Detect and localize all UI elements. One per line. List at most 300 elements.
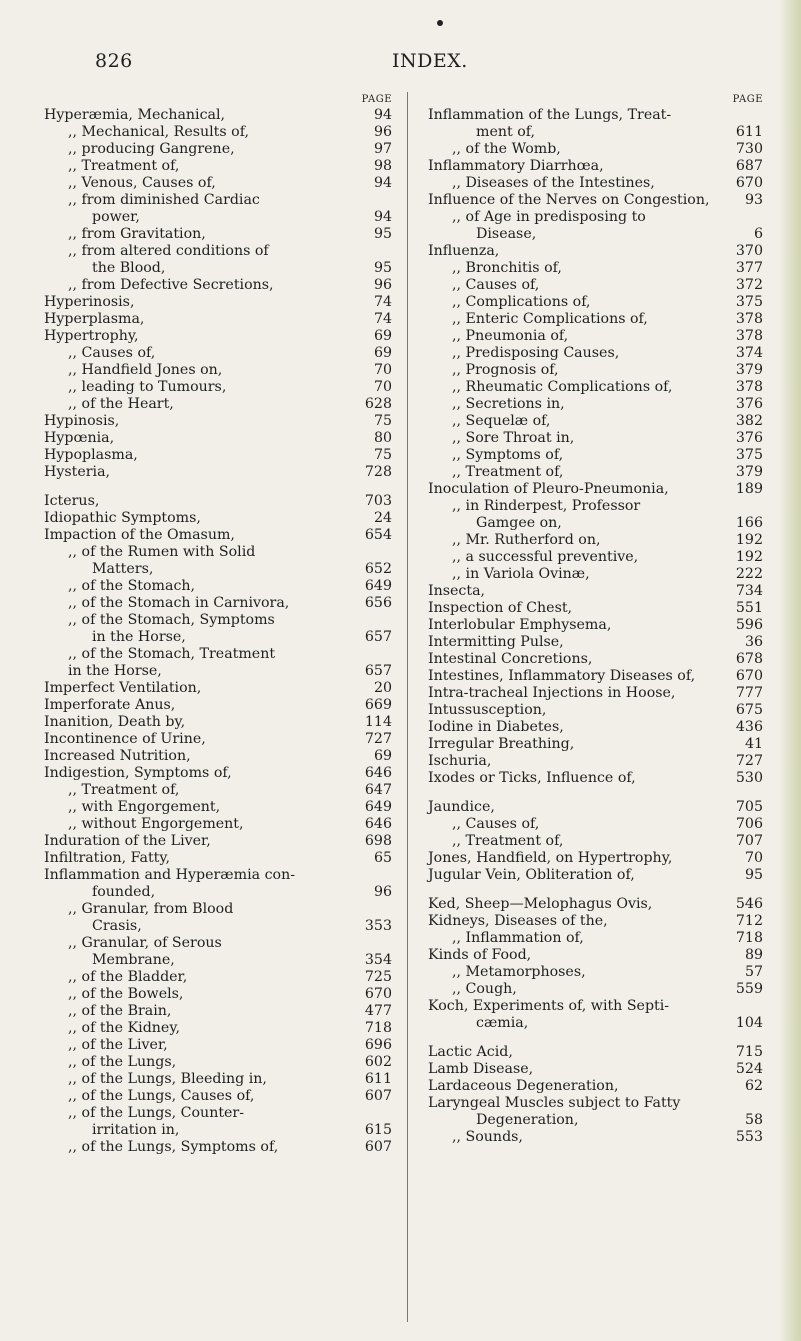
entry-text: Inoculation of Pleuro-Pneumonia, (428, 481, 669, 497)
entry-text: ,, Enteric Complications of, (452, 311, 648, 327)
index-entry (428, 816, 763, 833)
entry-text: ,, Sore Throat in, (452, 430, 575, 446)
entry-text: Influence of the Nerves on Congestion, (428, 192, 710, 208)
index-entry (428, 1015, 763, 1032)
entry-text: ,, from Gravitation, (68, 226, 206, 242)
entry-page-number: 69 (373, 345, 392, 361)
entry-text: Inflammation and Hyperæmia con- (44, 867, 296, 883)
index-entry (44, 430, 392, 447)
index-entry (44, 850, 392, 867)
entry-text: Hypœnia, (44, 430, 115, 446)
entry-text: ,, of the Stomach, (68, 578, 196, 594)
entry-page-number: 669 (364, 697, 392, 713)
index-entry (428, 634, 763, 651)
index-entry (44, 918, 392, 935)
index-entry (428, 515, 763, 532)
entry-page-number: 6 (753, 226, 763, 242)
index-entry (428, 481, 763, 498)
index-entry (44, 493, 392, 510)
entry-text: ,, of the Rumen with Solid (68, 544, 256, 560)
entry-text: ,, of the Brain, (68, 1003, 172, 1019)
index-entry (428, 617, 763, 634)
section-gap (428, 884, 763, 896)
entry-text: ,, Granular, from Blood (68, 901, 234, 917)
entry-page-number: 607 (364, 1139, 392, 1155)
entry-text: Hypoplasma, (44, 447, 138, 463)
entry-text: Impaction of the Omasum, (44, 527, 235, 543)
index-entry (44, 260, 392, 277)
entry-page-number: 36 (744, 634, 763, 650)
index-entry (428, 833, 763, 850)
index-entry (428, 141, 763, 158)
entry-text: ment of, (476, 124, 535, 140)
entry-text: Lardaceous Degeneration, (428, 1078, 619, 1094)
entry-text: ,, of Age in predisposing to (452, 209, 646, 225)
entry-text: Insecta, (428, 583, 486, 599)
entry-page-number: 94 (373, 209, 392, 225)
entry-page-number: 354 (364, 952, 392, 968)
entry-text: ,, Treatment of, (68, 782, 180, 798)
entry-text: in the Horse, (68, 663, 162, 679)
index-entry (428, 896, 763, 913)
entry-text: Intra-tracheal Injections in Hoose, (428, 685, 676, 701)
entry-page-number: 734 (735, 583, 763, 599)
entry-text: Interlobular Emphysema, (428, 617, 612, 633)
entry-page-number: 703 (364, 493, 392, 509)
index-entry (44, 1088, 392, 1105)
entry-page-number: 607 (364, 1088, 392, 1104)
index-entry (44, 782, 392, 799)
index-entry (428, 998, 763, 1015)
entry-page-number: 96 (373, 277, 392, 293)
entry-page-number: 70 (373, 379, 392, 395)
entry-text: ,, Complications of, (452, 294, 591, 310)
entry-page-number: 596 (735, 617, 763, 633)
entry-page-number: 628 (364, 396, 392, 412)
entry-text: Kidneys, Diseases of the, (428, 913, 608, 929)
entry-text: Induration of the Liver, (44, 833, 211, 849)
index-entry (428, 1129, 763, 1146)
entry-page-number: 718 (735, 930, 763, 946)
entry-page-number: 376 (735, 430, 763, 446)
entry-page-number: 675 (735, 702, 763, 718)
index-entry (44, 413, 392, 430)
entry-page-number: 727 (735, 753, 763, 769)
entry-text: power, (92, 209, 140, 225)
entry-page-number: 58 (744, 1112, 763, 1128)
entry-page-number: 20 (373, 680, 392, 696)
entry-text: Irregular Breathing, (428, 736, 575, 752)
entry-page-number: 670 (364, 986, 392, 1002)
entry-text: Infiltration, Fatty, (44, 850, 171, 866)
entry-page-number: 189 (735, 481, 763, 497)
entry-page-number: 166 (735, 515, 763, 531)
entry-page-number: 670 (735, 668, 763, 684)
index-entry (428, 1095, 763, 1112)
index-entry (44, 867, 392, 884)
index-entry (44, 124, 392, 141)
entry-text: ,, Venous, Causes of, (68, 175, 216, 191)
index-entry (428, 226, 763, 243)
index-entry (428, 566, 763, 583)
index-entry (428, 243, 763, 260)
entry-page-number: 559 (735, 981, 763, 997)
index-entry (44, 464, 392, 481)
entry-text: ,, Bronchitis of, (452, 260, 562, 276)
index-entry (44, 175, 392, 192)
index-entry (428, 753, 763, 770)
entry-page-number: 70 (744, 850, 763, 866)
entry-text: Ixodes or Ticks, Influence of, (428, 770, 636, 786)
index-entry (44, 986, 392, 1003)
entry-page-number: 372 (735, 277, 763, 293)
entry-page-number: 656 (364, 595, 392, 611)
entry-page-number: 57 (744, 964, 763, 980)
entry-text: Matters, (92, 561, 154, 577)
entry-text: ,, from altered conditions of (68, 243, 269, 259)
index-entry (44, 884, 392, 901)
entry-text: ,, Prognosis of, (452, 362, 559, 378)
entry-page-number: 378 (735, 311, 763, 327)
index-entry (428, 294, 763, 311)
entry-page-number: 94 (373, 175, 392, 191)
entry-text: ,, of the Womb, (452, 141, 561, 157)
entry-text: ,, from Defective Secretions, (68, 277, 274, 293)
index-entry (44, 1003, 392, 1020)
entry-page-number: 647 (364, 782, 392, 798)
entry-text: ,, of the Heart, (68, 396, 174, 412)
index-entry (44, 680, 392, 697)
entry-text: ,, of the Lungs, Counter- (68, 1105, 244, 1121)
entry-text: ,, Mr. Rutherford on, (452, 532, 601, 548)
entry-text: Hypertrophy, (44, 328, 139, 344)
entry-page-number: 97 (373, 141, 392, 157)
entry-page-number: 706 (735, 816, 763, 832)
index-entry (428, 277, 763, 294)
index-entry (428, 981, 763, 998)
entry-page-number: 524 (735, 1061, 763, 1077)
entry-page-number: 96 (373, 124, 392, 140)
entry-text: Jugular Vein, Obliteration of, (428, 867, 635, 883)
entry-text: Imperfect Ventilation, (44, 680, 202, 696)
entry-page-number: 95 (373, 260, 392, 276)
entry-text: ,, Rheumatic Complications of, (452, 379, 673, 395)
index-entry (428, 1078, 763, 1095)
entry-text: ,, Mechanical, Results of, (68, 124, 249, 140)
entry-page-number: 696 (364, 1037, 392, 1053)
entry-text: ,, Granular, of Serous (68, 935, 222, 951)
entry-page-number: 712 (735, 913, 763, 929)
section-gap (428, 1032, 763, 1044)
page-number: 826 (95, 50, 133, 72)
entry-page-number: 370 (735, 243, 763, 259)
index-entry (428, 719, 763, 736)
entry-page-number: 611 (364, 1071, 392, 1087)
index-entry (428, 736, 763, 753)
index-entry (44, 816, 392, 833)
entry-page-number: 649 (364, 578, 392, 594)
index-entry (428, 413, 763, 430)
index-entry (44, 1139, 392, 1156)
index-entry (428, 430, 763, 447)
entry-page-number: 725 (364, 969, 392, 985)
index-entry (428, 964, 763, 981)
entry-text: Degeneration, (476, 1112, 579, 1128)
index-entry (428, 158, 763, 175)
entry-text: Incontinence of Urine, (44, 731, 206, 747)
entry-text: ,, of the Kidney, (68, 1020, 180, 1036)
entry-text: ,, Treatment of, (68, 158, 180, 174)
entry-page-number: 657 (364, 629, 392, 645)
entry-text: ,, Causes of, (452, 277, 540, 293)
index-entry (428, 192, 763, 209)
index-entry (44, 765, 392, 782)
entry-page-number: 378 (735, 379, 763, 395)
entry-page-number: 98 (373, 158, 392, 174)
entry-page-number: 602 (364, 1054, 392, 1070)
index-entry (44, 510, 392, 527)
index-entry (428, 583, 763, 600)
index-entry (428, 947, 763, 964)
index-entry (44, 714, 392, 731)
entry-text: ,, from diminished Cardiac (68, 192, 260, 208)
entry-text: Increased Nutrition, (44, 748, 191, 764)
entry-page-number: 89 (744, 947, 763, 963)
printing-dot (437, 20, 443, 26)
index-entry (428, 107, 763, 124)
entry-page-number: 94 (373, 107, 392, 123)
entry-page-number: 715 (735, 1044, 763, 1060)
index-entry (428, 668, 763, 685)
entry-text: Inflammation of the Lungs, Treat- (428, 107, 672, 123)
index-entry (44, 294, 392, 311)
entry-text: Hyperæmia, Mechanical, (44, 107, 226, 123)
entry-text: ,, without Engorgement, (68, 816, 244, 832)
index-entry (428, 396, 763, 413)
entry-page-number: 69 (373, 748, 392, 764)
index-entry (428, 447, 763, 464)
index-entry (44, 663, 392, 680)
index-entry (44, 328, 392, 345)
page-title: INDEX. (392, 50, 468, 72)
entry-text: ,, with Engorgement, (68, 799, 221, 815)
entry-text: Inanition, Death by, (44, 714, 186, 730)
entry-text: Ked, Sheep—Melophagus Ovis, (428, 896, 653, 912)
index-entry (44, 209, 392, 226)
entry-text: Laryngeal Muscles subject to Fatty (428, 1095, 681, 1111)
entry-page-number: 551 (735, 600, 763, 616)
index-entry (428, 770, 763, 787)
entry-text: the Blood, (92, 260, 166, 276)
entry-page-number: 192 (735, 532, 763, 548)
entry-text: ,, Causes of, (68, 345, 156, 361)
entry-text: Icterus, (44, 493, 100, 509)
entry-page-number: 546 (735, 896, 763, 912)
index-entry (44, 833, 392, 850)
entry-text: Iodine in Diabetes, (428, 719, 564, 735)
index-entry (44, 158, 392, 175)
entry-page-number: 222 (735, 566, 763, 582)
entry-text: Gamgee on, (476, 515, 562, 531)
entry-page-number: 718 (364, 1020, 392, 1036)
index-entry (428, 702, 763, 719)
entry-page-number: 687 (735, 158, 763, 174)
entry-page-number: 74 (373, 294, 392, 310)
entry-text: irritation in, (92, 1122, 180, 1138)
entry-page-number: 95 (373, 226, 392, 242)
entry-page-number: 553 (735, 1129, 763, 1145)
entry-text: Imperforate Anus, (44, 697, 176, 713)
index-entry (44, 952, 392, 969)
index-entry (44, 1037, 392, 1054)
index-entry (44, 935, 392, 952)
index-entry (44, 748, 392, 765)
entry-page-number: 377 (735, 260, 763, 276)
entry-page-number: 69 (373, 328, 392, 344)
entry-text: ,, Sounds, (452, 1129, 523, 1145)
entry-page-number: 375 (735, 447, 763, 463)
index-entry (428, 464, 763, 481)
index-entry (428, 124, 763, 141)
entry-text: ,, of the Lungs, Bleeding in, (68, 1071, 267, 1087)
entry-page-number: 376 (735, 396, 763, 412)
entry-text: ,, of the Bladder, (68, 969, 188, 985)
entry-page-number: 74 (373, 311, 392, 327)
section-gap (428, 787, 763, 799)
index-entry (44, 141, 392, 158)
entry-page-number: 707 (735, 833, 763, 849)
index-entry (44, 595, 392, 612)
index-entry (44, 1071, 392, 1088)
index-entry (428, 1112, 763, 1129)
index-entry (428, 498, 763, 515)
entry-text: ,, Inflammation of, (452, 930, 584, 946)
index-entry (44, 969, 392, 986)
entry-text: Hyperplasma, (44, 311, 145, 327)
entry-page-number: 95 (744, 867, 763, 883)
entry-page-number: 678 (735, 651, 763, 667)
entry-page-number: 192 (735, 549, 763, 565)
entry-text: Intussusception, (428, 702, 547, 718)
entry-text: Idiopathic Symptoms, (44, 510, 201, 526)
entry-text: Indigestion, Symptoms of, (44, 765, 232, 781)
entry-page-number: 657 (364, 663, 392, 679)
page-edge-stain (779, 0, 801, 1341)
entry-text: Crasis, (92, 918, 142, 934)
entry-page-number: 114 (364, 714, 392, 730)
index-entry (428, 651, 763, 668)
entry-text: Jaundice, (428, 799, 495, 815)
entry-text: ,, Secretions in, (452, 396, 565, 412)
index-entry (428, 913, 763, 930)
entry-page-number: 65 (373, 850, 392, 866)
index-entry (428, 345, 763, 362)
index-entry (428, 1044, 763, 1061)
index-entry (44, 243, 392, 260)
index-entry (44, 629, 392, 646)
right-index-column (428, 93, 763, 1146)
index-entry (428, 867, 763, 884)
entry-page-number: 477 (364, 1003, 392, 1019)
index-entry (44, 799, 392, 816)
index-entry (44, 1054, 392, 1071)
entry-text: ,, of the Bowels, (68, 986, 184, 1002)
entry-text: Kinds of Food, (428, 947, 532, 963)
index-entry (44, 277, 392, 294)
entry-page-number: 75 (373, 447, 392, 463)
entry-page-number: 652 (364, 561, 392, 577)
entry-page-number: 727 (364, 731, 392, 747)
entry-text: ,, of the Stomach, Symptoms (68, 612, 275, 628)
index-entry (44, 697, 392, 714)
entry-text: Hyperinosis, (44, 294, 135, 310)
entry-text: ,, Treatment of, (452, 833, 564, 849)
entry-text: ,, leading to Tumours, (68, 379, 227, 395)
index-entry (44, 578, 392, 595)
entry-text: ,, Diseases of the Intestines, (452, 175, 655, 191)
entry-text: ,, of the Lungs, (68, 1054, 177, 1070)
entry-text: ,, Cough, (452, 981, 517, 997)
entry-text: ,, of the Lungs, Symptoms of, (68, 1139, 279, 1155)
index-entry (44, 379, 392, 396)
index-entry (44, 1105, 392, 1122)
index-entry (44, 527, 392, 544)
page-column-label: PAGE (361, 94, 392, 105)
index-entry (44, 646, 392, 663)
index-entry (428, 362, 763, 379)
entry-page-number: 378 (735, 328, 763, 344)
entry-text: Intestines, Inflammatory Diseases of, (428, 668, 696, 684)
index-entry (44, 107, 392, 124)
page-header (0, 50, 801, 78)
index-entry (44, 544, 392, 561)
index-entry (44, 447, 392, 464)
column-divider (407, 92, 408, 1322)
section-gap (44, 481, 392, 493)
entry-page-number: 730 (735, 141, 763, 157)
index-entry (44, 192, 392, 209)
entry-text: ,, Sequelæ of, (452, 413, 551, 429)
index-entry (428, 1061, 763, 1078)
entry-text: Disease, (476, 226, 537, 242)
entry-page-number: 530 (735, 770, 763, 786)
index-entry (428, 175, 763, 192)
index-entry (44, 1122, 392, 1139)
index-entry (44, 561, 392, 578)
entry-text: cæmia, (476, 1015, 529, 1031)
entry-text: Ischuria, (428, 753, 492, 769)
entry-text: Inflammatory Diarrhœa, (428, 158, 604, 174)
entry-text: ,, of the Lungs, Causes of, (68, 1088, 255, 1104)
entry-text: Lamb Disease, (428, 1061, 534, 1077)
entry-text: Hypinosis, (44, 413, 120, 429)
entry-text: Hysteria, (44, 464, 111, 480)
entry-text: in the Horse, (92, 629, 186, 645)
entry-page-number: 379 (735, 464, 763, 480)
entry-text: ,, of the Liver, (68, 1037, 168, 1053)
entry-text: Jones, Handfield, on Hypertrophy, (428, 850, 673, 866)
index-entry (428, 850, 763, 867)
page-column-label: PAGE (732, 94, 763, 105)
index-entry (44, 345, 392, 362)
entry-text: Koch, Experiments of, with Septi- (428, 998, 670, 1014)
entry-page-number: 646 (364, 765, 392, 781)
entry-page-number: 375 (735, 294, 763, 310)
entry-page-number: 41 (744, 736, 763, 752)
entry-page-number: 728 (364, 464, 392, 480)
index-entry (428, 685, 763, 702)
entry-text: ,, Metamorphoses, (452, 964, 586, 980)
